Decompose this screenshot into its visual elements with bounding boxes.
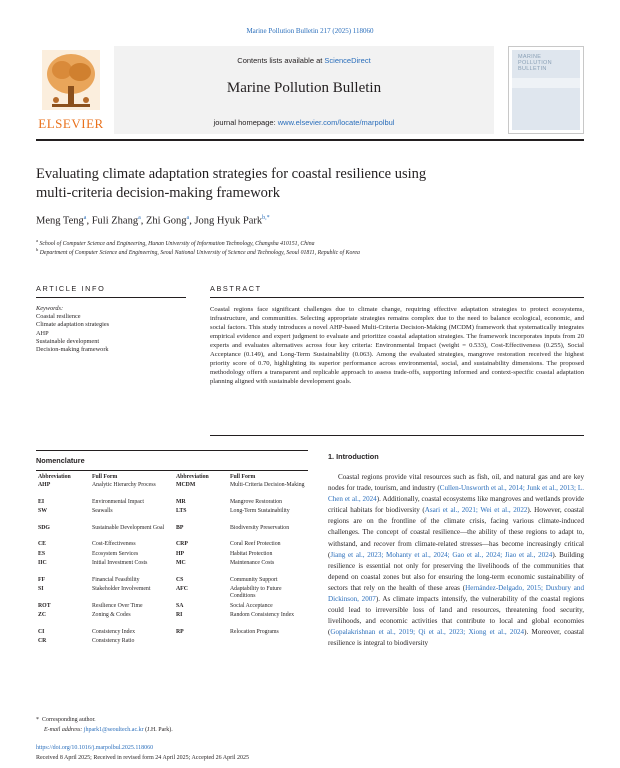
affiliation-text: School of Computer Science and Engineering, Hunan University of Information Technology, Changsha 410151, China: [39, 240, 315, 247]
elsevier-tree-icon: [42, 50, 100, 110]
corresponding-author-note: [36, 717, 96, 723]
full-form-cell: Analytic Hierarchy Process: [92, 482, 156, 488]
elsevier-logo[interactable]: [36, 46, 106, 134]
full-form-cell: Initial Investment Costs: [92, 559, 148, 566]
keyword: Coastal resilience: [36, 313, 81, 321]
author-name[interactable]: Fuli Zhang: [91, 215, 139, 227]
full-form-cell: Resilience Over Time: [92, 602, 143, 609]
contents-prefix: Contents lists available at: [237, 56, 325, 65]
full-form-cell: Mangrove Restoration: [230, 498, 282, 505]
article-info-heading: ARTICLE INFO: [36, 284, 106, 293]
email-note: [44, 727, 173, 733]
column-header: Full Form: [92, 474, 118, 480]
introduction-text: Coastal regions provide vital resources such as fish, oil, and natural gas and are key nodes for trade, tourism, and industry (Cullen-Unsworth et al., 2014; Junk et al., 2013; L. Chen et al., 2024). Additionally, coastal ecosystems like mangroves and wetlands provide critical habitats for biodiversity (Asari et al., 2021; Wei et al., 2022). However, coastal regions are on the frontline of the climate crisis, facing various climate-induced challenges. The concept of coastal resilience—the ability of these regions to adapt to, withstand, and recover from climate-related stresses—has become increasingly critical (Jiang et al., 2023; Mohanty et al., 2024; Gao et al., 2024; Jiao et al., 2024). Building resilience is essential not only for preserving the livelihoods of the communities that depend on coastal zones but also for ensuring the long-term economic sustainability of sectors that rely on the health of these areas (Hernández-Delgado, 2015; Duxbury and Dickinson, 2007). As climate impacts intensify, the vulnerability of the coastal regions could lead to irreversible loss of land and resources, threatening food security, livelihoods, and economic activities that contribute to local and global economies (Gopalakrishnan et al., 2019; Qi et al., 2023; Xiong et al., 2024). Moreover, coastal resilience is integral to biodiversity: [328, 473, 585, 648]
abbreviation-cell: SW: [38, 507, 48, 514]
full-form-cell: Ecosystem Services: [92, 550, 139, 557]
keywords-list: [36, 305, 186, 354]
full-form-cell: Relocation Programs: [230, 628, 279, 635]
masthead-center: [114, 46, 494, 134]
full-form-cell: Stakeholder Involvement: [92, 585, 151, 592]
nomenclature-row: [36, 612, 308, 629]
keyword: Decision-making framework: [36, 346, 109, 354]
abbreviation-cell: MR: [176, 498, 186, 505]
cover-image: [512, 50, 580, 130]
affiliation-text: Department of Computer Science and Engineering, Seoul National University of Science and Technology, Seoul 01811, Republic of Korea: [39, 249, 360, 256]
abstract-bottom-rule: [210, 435, 584, 436]
abbreviation-cell: EI: [38, 498, 45, 505]
abstract-heading: ABSTRACT: [210, 284, 262, 293]
nomenclature-row: [36, 560, 308, 577]
cover-band: [512, 78, 580, 88]
publisher-name: ELSEVIER: [38, 116, 104, 131]
abbreviation-cell: ES: [38, 550, 46, 557]
nomenclature-row: [36, 508, 308, 525]
author-name[interactable]: Meng Teng: [36, 215, 84, 227]
abbreviation-cell: CI: [38, 628, 45, 635]
abbreviation-cell: IIC: [38, 559, 47, 566]
full-form-cell: Adaptability to Future Conditions: [230, 585, 282, 600]
abbreviation-cell: HP: [176, 550, 185, 557]
author-list: [36, 215, 270, 227]
full-form-cell: Financial Feasibility: [92, 576, 140, 583]
abbreviation-cell: ROT: [38, 602, 51, 609]
nomenclature-row: [36, 551, 308, 560]
received-dates: Received 8 April 2025; Received in revised form 24 April 2025; Accepted 26 April 2025: [36, 755, 249, 761]
full-form-cell: Environmental Impact: [92, 498, 144, 505]
full-form-cell: Habitat Protection: [230, 550, 273, 557]
keyword: AHP: [36, 329, 49, 337]
author-separator: ,: [86, 215, 92, 227]
keyword: Climate adaptation strategies: [36, 321, 110, 329]
full-form-cell: Social Acceptance: [230, 602, 273, 609]
abbreviation-cell: SA: [176, 602, 184, 609]
abbreviation-cell: MC: [176, 559, 186, 566]
author-affiliation-mark[interactable]: b,*: [262, 215, 270, 221]
corresponding-mark: *: [36, 717, 39, 723]
sciencedirect-link[interactable]: ScienceDirect: [324, 56, 371, 65]
column-header: Full Form: [230, 474, 256, 480]
abbreviation-cell: BP: [176, 524, 184, 531]
introduction-heading: 1. Introduction: [328, 452, 379, 461]
full-form-cell: Zoning & Codes: [92, 611, 131, 618]
nomenclature-row: [36, 577, 308, 586]
nomenclature-row: [36, 629, 308, 638]
abbreviation-cell: FF: [38, 576, 46, 583]
nomenclature-row: [36, 525, 308, 542]
full-form-cell: Cost-Effectiveness: [92, 541, 136, 548]
doi-link[interactable]: https://doi.org/10.1016/j.marpolbul.2025.118060: [36, 745, 154, 751]
abbreviation-cell: MCDM: [176, 482, 196, 488]
nomenclature-row: [36, 499, 308, 508]
author-name[interactable]: Zhi Gong: [146, 215, 187, 227]
full-form-cell: Biodiversity Preservation: [230, 524, 290, 531]
abbreviation-cell: CR: [38, 637, 47, 644]
full-form-cell: Consistency Ratio: [92, 637, 135, 644]
nomenclature-header-row: [36, 474, 308, 482]
article-title-line-1: Evaluating climate adaptation strategies for coastal resilience using: [36, 166, 427, 182]
article-title: [36, 165, 496, 203]
column-header: Abbreviation: [176, 474, 209, 480]
abbreviation-cell: RI: [176, 611, 183, 618]
keywords-label: Keywords:: [36, 305, 64, 312]
abbreviation-cell: RP: [176, 628, 184, 635]
abbreviation-cell: AHP: [38, 482, 51, 488]
journal-reference[interactable]: Marine Pollution Bulletin 217 (2025) 118060: [246, 27, 374, 35]
abbreviation-cell: AFC: [176, 585, 188, 592]
affiliation-mark: a: [36, 238, 38, 243]
author-affiliation-mark[interactable]: a: [138, 215, 141, 221]
homepage-prefix: journal homepage:: [213, 118, 278, 127]
email-label: E-mail address:: [44, 727, 83, 733]
author-affiliation-mark[interactable]: a: [186, 215, 190, 221]
journal-homepage-link[interactable]: www.elsevier.com/locate/marpolbul: [277, 118, 395, 127]
abbreviation-cell: ZC: [38, 611, 47, 618]
nomenclature-rule: [36, 470, 308, 471]
abstract-text: Coastal regions face significant challenges due to climate change, requiring effective adaptation strategies to protect ecosystems, infrastructure, and communities. Selecting appropriate strategies remains complex due to the need to balance ecological, economic, and social factors. This study introduces a novel AHP-based Multi-Criteria Decision-Making (MCDM) framework that systematically integrates empirical evidence and expert judgment to evaluate and prioritize coastal adaptation strategies. The framework incorporates inputs from 20 experts and evaluates alternatives across four key criteria: Environmental Impact (weight = 0.533), Cost-Effectiveness (0.255), Social Acceptance (0.149), and Long-Term Sustainability (0.063). Among the evaluated strategies, mangrove restoration received the highest priority score of 0.70, highlighting its superior performance across environmental, social, and sustainability dimensions. The proposed methodology offers a transparent and replicable approach to assess trade-offs, supporting informed and context-specific coastal adaptation planning aligned with sustainable development goals.: [210, 306, 584, 385]
affiliation-mark: b: [36, 247, 39, 252]
nomenclature-row: [36, 541, 308, 550]
email-suffix: (J.H. Park).: [143, 727, 173, 733]
citation-link[interactable]: Gopalakrishnan et al., 2019; Qi et al., 2023; Xiong et al., 2024: [330, 628, 525, 637]
abstract-rule: [210, 297, 584, 298]
journal-masthead: [36, 46, 584, 134]
abbreviation-cell: CE: [38, 541, 47, 548]
article-title-line-2: multi-criteria decision-making framework: [36, 185, 280, 201]
affiliation-a: [36, 238, 315, 247]
full-form-cell: Maintenance Costs: [230, 559, 275, 566]
article-info-rule: [36, 297, 186, 298]
abbreviation-cell: CRP: [176, 541, 188, 548]
journal-title: Marine Pollution Bulletin: [226, 80, 382, 96]
nomenclature-row: [36, 586, 308, 603]
full-form-cell: Community Support: [230, 576, 278, 583]
affiliation-b: [36, 247, 360, 256]
full-form-cell: Consistency Index: [92, 628, 135, 635]
full-form-cell: Seawalls: [92, 507, 113, 514]
full-form-cell: Long-Term Sustainability: [230, 507, 290, 514]
contents-line: [114, 56, 494, 65]
email-link[interactable]: jhpark1@seoultech.ac.kr: [83, 727, 144, 733]
citation-link[interactable]: Jiang et al., 2023; Mohanty et al., 2024; Gao et al., 2024; Jiao et al., 2024: [330, 550, 553, 559]
author-name[interactable]: Jong Hyuk Park: [194, 215, 263, 227]
nomenclature-box: [36, 450, 308, 732]
citation-link[interactable]: Asari et al., 2021; Wei et al., 2022: [424, 506, 528, 515]
full-form-cell: Sustainable Development Goal: [92, 524, 165, 531]
journal-cover-thumbnail[interactable]: [508, 46, 584, 134]
full-form-cell: Random Consistency Index: [230, 611, 295, 618]
nomenclature-row: [36, 638, 308, 647]
corresponding-label: Corresponding author.: [42, 717, 96, 723]
nomenclature-row: [36, 603, 308, 612]
homepage-line: [114, 118, 494, 127]
abbreviation-cell: CS: [176, 576, 184, 583]
keyword: Sustainable development: [36, 337, 100, 345]
nomenclature-row: [36, 482, 308, 499]
abbreviation-cell: SDG: [38, 524, 50, 531]
nomenclature-table: [36, 474, 308, 647]
citation-link[interactable]: Hernández-Delgado, 2015; Duxbury and Dickinson, 2007: [328, 583, 585, 604]
author-separator: ,: [189, 215, 195, 227]
column-header: Abbreviation: [38, 474, 71, 480]
author-separator: ,: [140, 215, 146, 227]
masthead-rule: [36, 139, 584, 141]
cover-title: MARINE POLLUTION BULLETIN: [518, 54, 552, 72]
full-form-cell: Coral Reef Protection: [230, 541, 281, 548]
citation-link[interactable]: Cullen-Unsworth et al., 2014; Junk et al., 2013; L. Chen et al., 2024: [328, 484, 584, 504]
nomenclature-heading: Nomenclature: [36, 456, 85, 465]
author-affiliation-mark[interactable]: a: [83, 215, 87, 221]
full-form-cell: Multi-Criteria Decision-Making: [230, 482, 305, 488]
abbreviation-cell: LTS: [176, 507, 187, 514]
abbreviation-cell: SI: [38, 585, 44, 592]
